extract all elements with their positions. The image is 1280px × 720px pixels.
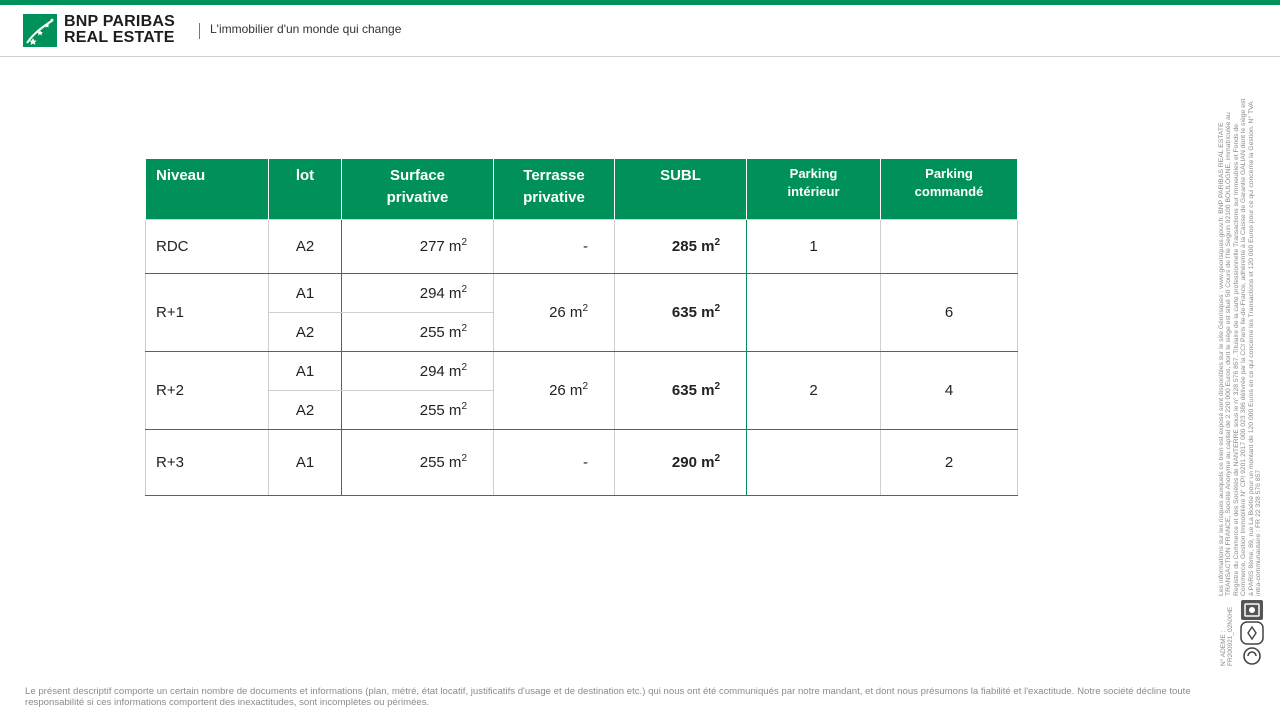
cell-parking-commande: 2 bbox=[881, 430, 1018, 496]
table-header-row bbox=[146, 159, 1018, 220]
cell-niveau: RDC bbox=[146, 220, 269, 274]
cell-surface: 255 $m^2$ bbox=[342, 313, 494, 352]
cell-niveau: R+2 bbox=[146, 352, 269, 430]
cell-subl: 635 $m^2$ bbox=[615, 274, 747, 352]
cell-surface: 294 $m^2$ bbox=[342, 274, 494, 313]
table-row bbox=[146, 430, 1018, 496]
stars-logo-icon bbox=[23, 14, 57, 47]
header-subl: SUBL bbox=[615, 159, 747, 220]
legal-side-text: Les informations sur les risques auxquels ce bien est exposé sont disponibles sur le site Géorisques : www.georisques.gouv.fr. BNP PARIBAS REAL ESTATE TRANSACTION FRANCE, Société Anonyme au capital de 2 220 000 Euros, dont le siège est situé 50 Cours de l'Ile Seguin 92100 BOULOGNE, immatriculée au Registre du Commerce et des Sociétés de NANTERRE sous le n° 328 576 857. Titulaire de la carte professionnelle Transactions sur Immeubles et Fonds de Commerce, Gestion Immobilière N° CPI 9201 2017 000 023 386 délivrée par la CCI Paris Ile-de-France, adhérente à la Caisse de Garantie GALIAN dont le siège est à PARIS 8ème, 89, rue La Boétie pour un montant de 120 000 Euros en ce qui concerne les Transactions et 120 000 Euros pour ce qui concerne la Gestion. N° TVA intra-communautaire : FR 22 328 576 857 bbox=[1218, 98, 1263, 596]
ademe-number bbox=[1220, 598, 1242, 666]
legal-sidebar bbox=[1218, 96, 1263, 596]
cell-parking-interieur: 1 bbox=[747, 220, 881, 274]
brand-line-1: BNP PARIBAS bbox=[64, 13, 175, 30]
cell-parking-commande bbox=[881, 220, 1018, 274]
tagline: L'immobilier d'un monde qui change bbox=[210, 22, 402, 36]
cell-subl: 635 $m^2$ bbox=[615, 352, 747, 430]
cell-niveau: R+3 bbox=[146, 430, 269, 496]
cell-lot: A1 bbox=[269, 274, 342, 313]
header-terrasse: Terrasse privative bbox=[494, 159, 615, 220]
brand-line-2: REAL ESTATE bbox=[64, 29, 175, 46]
footer-disclaimer: Le présent descriptif comporte un certain nombre de documents et informations (plan, métré, état locatif, justificatifs d'usage et de destination etc.) qui nous ont été communiqués par notre mandant, et dont nous présumons la fiabilité et l'exactitude. Notre société décline toute responsabilité si ces informations comportent des inexactitudes, sont incomplètes ou périmées. bbox=[25, 686, 1191, 708]
cell-subl: 290 $m^2$ bbox=[615, 430, 747, 496]
ademe-text: N° ADEME : FR200921_02NXHE bbox=[1220, 606, 1234, 666]
cell-lot: A2 bbox=[269, 220, 342, 274]
cell-lot: A1 bbox=[269, 352, 342, 391]
page-header bbox=[0, 5, 1280, 57]
cell-lot: A2 bbox=[269, 313, 342, 352]
table-row bbox=[146, 352, 1018, 391]
recycle-badge-icon bbox=[1240, 598, 1264, 666]
header-surface: Surface privative bbox=[342, 159, 494, 220]
cell-parking-interieur bbox=[747, 274, 881, 352]
header-parking-commande: Parking commandé bbox=[881, 159, 1018, 220]
cell-lot: A2 bbox=[269, 391, 342, 430]
certification-badges bbox=[1240, 598, 1264, 666]
cell-parking-interieur: 2 bbox=[747, 352, 881, 430]
cell-parking-commande: 6 bbox=[881, 274, 1018, 352]
cell-surface: 277 $m^2$ bbox=[342, 220, 494, 274]
table-row bbox=[146, 274, 1018, 313]
cell-niveau: R+1 bbox=[146, 274, 269, 352]
table-row bbox=[146, 220, 1018, 274]
cell-surface: 255 $m^2$ bbox=[342, 430, 494, 496]
header-lot: lot bbox=[269, 159, 342, 220]
cell-terrasse: - bbox=[494, 220, 615, 274]
lots-table bbox=[145, 159, 1018, 496]
cell-surface: 294 $m^2$ bbox=[342, 352, 494, 391]
cell-terrasse: 26 $m^2$ bbox=[494, 352, 615, 430]
cell-lot: A1 bbox=[269, 430, 342, 496]
cell-terrasse: 26 $m^2$ bbox=[494, 274, 615, 352]
header-niveau: Niveau bbox=[146, 159, 269, 220]
cell-parking-commande: 4 bbox=[881, 352, 1018, 430]
brand-name bbox=[64, 14, 175, 46]
cell-parking-interieur bbox=[747, 430, 881, 496]
cell-subl: 285 $m^2$ bbox=[615, 220, 747, 274]
cell-terrasse: - bbox=[494, 430, 615, 496]
cell-surface: 255 $m^2$ bbox=[342, 391, 494, 430]
header-separator bbox=[199, 23, 200, 39]
header-parking-interieur: Parking intérieur bbox=[747, 159, 881, 220]
